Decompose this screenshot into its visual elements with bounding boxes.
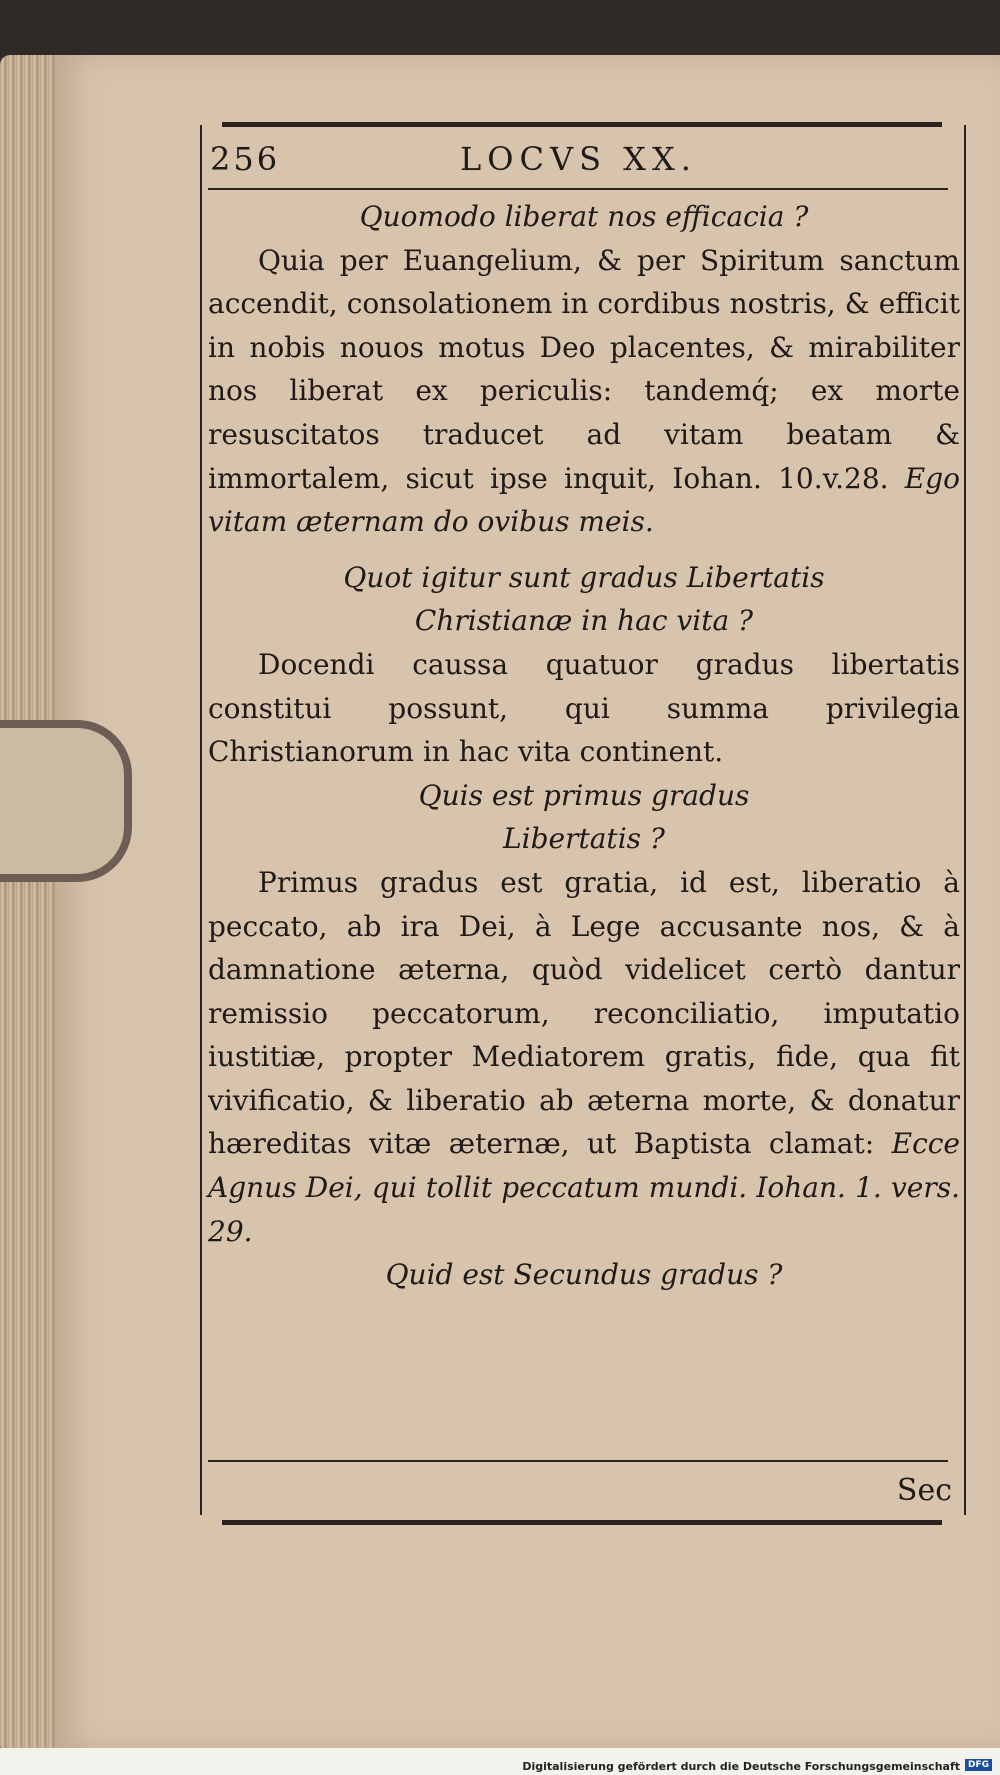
footer-rule [208, 1460, 948, 1462]
question-heading: Quot igitur sunt gradus Libertatis Christianæ in hac vita ? [343, 560, 825, 638]
header-rule-top [222, 122, 942, 127]
running-title: LOCVS XX. [460, 140, 697, 178]
catchword: Sec [896, 1473, 952, 1508]
book-clasp [0, 720, 132, 882]
scripture-reference: Iohan. 1. vers. 29. [208, 1171, 960, 1248]
answer-paragraph: Docendi caussa quatuor gradus libertatis constitui possunt, qui summa privilegia Christianorum in hac vita continent. [208, 647, 960, 769]
dfg-logo: DFG [965, 1759, 992, 1771]
answer-paragraph [208, 861, 960, 1253]
page-text [208, 195, 960, 1297]
question-heading: Quomodo liberat nos efficacia ? [359, 200, 809, 233]
scripture-quote: Ego vitam æternam do ovibus meis. [208, 461, 961, 539]
header-rule-bottom [208, 188, 948, 190]
scripture-quote: Ecce Agnus Dei, qui tollit peccatum mundi. [208, 1127, 960, 1205]
question-heading: Quid est Secundus gradus ? [385, 1258, 783, 1292]
answer-text: Primus gradus est gratia, id est, liberatio à peccato, ab ira Dei, à Lege accusante nos, & à damnatione æterna, quòd videlicet certò dantur remissio peccatorum, reconciliatio, imputatio iustitiæ, propter Mediatorem gratis, fide, qua fit vivificatio, & liberatio ab æterna morte, & donatur hæreditas vitæ æternæ, ut Baptista clamat: [208, 865, 960, 1161]
answer-text: Quia per Euangelium, & per Spiritum sanctum accendit, consolationem in cordibus nostris, & efficit in nobis nouos motus Deo placentes, & mirabiliter nos liberat ex periculis: tandemq́; ex morte resuscitatos traducet ad vitam beatam & immortalem, sicut ipse inquit, Iohan. 10.v.28. [208, 243, 960, 495]
answer-paragraph [208, 239, 960, 544]
funding-credit: Digitalisierung gefördert durch die Deutsche Forschungsgemeinschaft [522, 1760, 960, 1773]
bottom-rule [222, 1520, 942, 1525]
question-heading: Quis est primus gradus Libertatis ? [418, 778, 750, 856]
page-number: 256 [210, 140, 281, 178]
scan-top-edge [0, 0, 1000, 60]
